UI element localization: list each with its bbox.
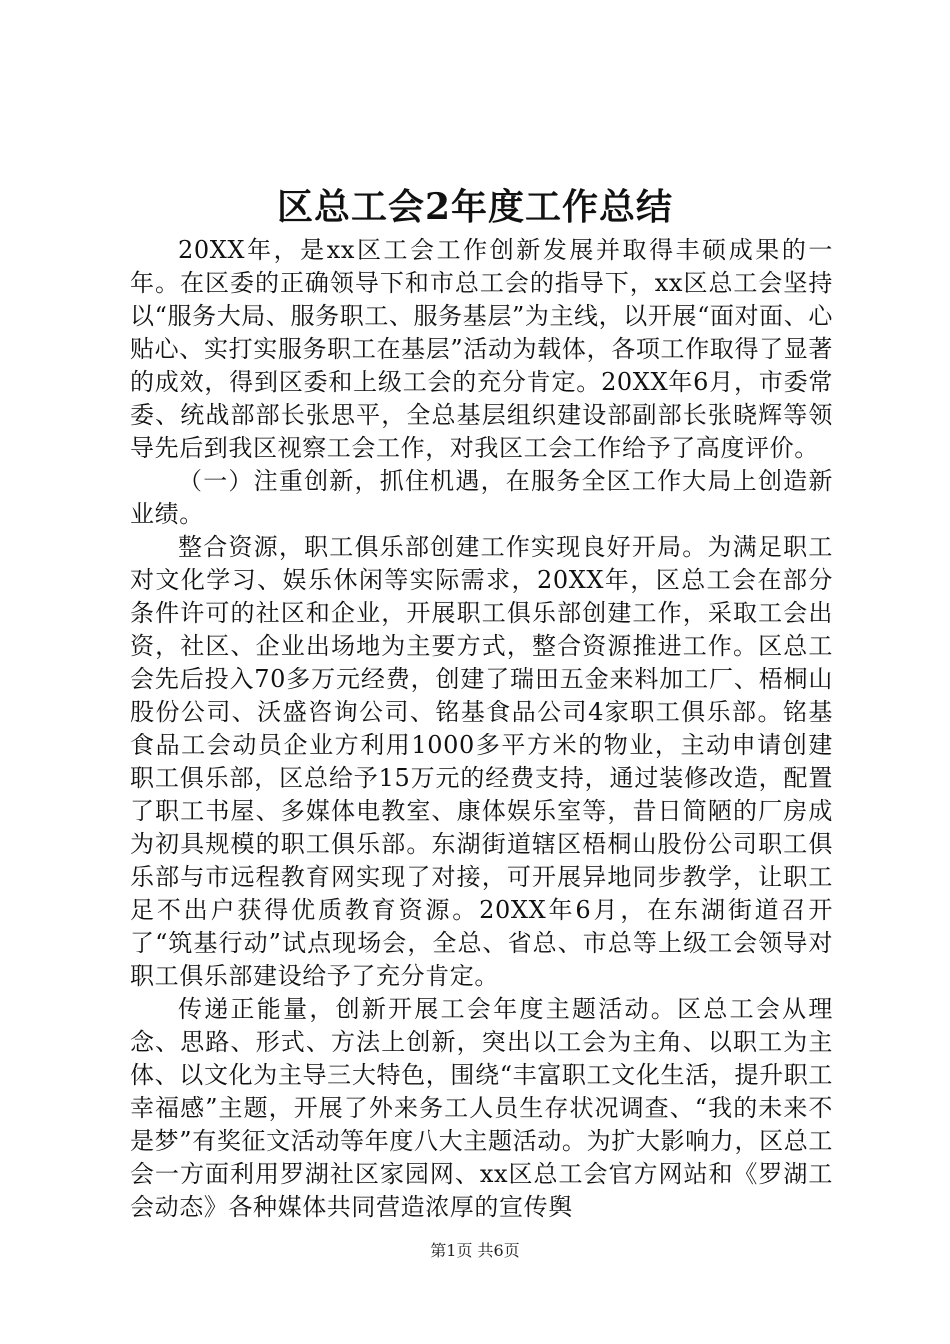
paragraph-section-heading: （一）注重创新，抓住机遇，在服务全区工作大局上创造新业绩。	[130, 467, 833, 528]
paragraph-club-building: 整合资源，职工俱乐部创建工作实现良好开局。为满足职工对文化学习、娱乐休闲等实际需求，20XX年，区总工会在部分条件许可的社区和企业，开展职工俱乐部创建工作，采取工会出资，社区、企业出场地为主要方式，整合资源推进工作。区总工会先后投入70多万元经费，创建了瑞田五金来料加工厂、梧桐山股份公司、沃盛咨询公司、铭基食品公司4家职工俱乐部。铭基食品工会动员企业方利用1000多平方米的物业，主动申请创建职工俱乐部，区总给予15万元的经费支持，通过装修改造，配置了职工书屋、多媒体电教室、康体娱乐室等，昔日简陋的厂房成为初具规模的职工俱乐部。东湖街道辖区梧桐山股份公司职工俱乐部与市远程教育网实现了对接，可开展异地同步教学，让职工足不出户获得优质教育资源。20XX年6月，在东湖街道召开了“筑基行动”试点现场会，全总、省总、市总等上级工会领导对职工俱乐部建设给予了充分肯定。	[130, 533, 833, 990]
document-title: 区总工会2年度工作总结	[276, 186, 674, 228]
page-footer: 第1页 共6页	[430, 1241, 520, 1260]
paragraph-intro: 20XX年，是xx区工会工作创新发展并取得丰硕成果的一年。在区委的正确领导下和市总工会的指导下，xx区总工会坚持以“服务大局、服务职工、服务基层”为主线，以开展“面对面、心贴心、实打实服务职工在基层”活动为载体，各项工作取得了显著的成效，得到区委和上级工会的充分肯定。20XX年6月，市委常委、统战部部长张思平，全总基层组织建设部副部长张晓辉等领导先后到我区视察工会工作，对我区工会工作给予了高度评价。	[130, 236, 833, 462]
document-body	[130, 234, 833, 1224]
paragraph-theme-activities: 传递正能量，创新开展工会年度主题活动。区总工会从理念、思路、形式、方法上创新，突出以工会为主角、以职工为主体、以文化为主导三大特色，围绕“丰富职工文化生活，提升职工幸福感”主题，开展了外来务工人员生存状况调查、“我的未来不是梦”有奖征文活动等年度八大主题活动。为扩大影响力，区总工会一方面利用罗湖社区家园网、xx区总工会官方网站和《罗湖工会动态》各种媒体共同营造浓厚的宣传舆	[130, 995, 833, 1221]
